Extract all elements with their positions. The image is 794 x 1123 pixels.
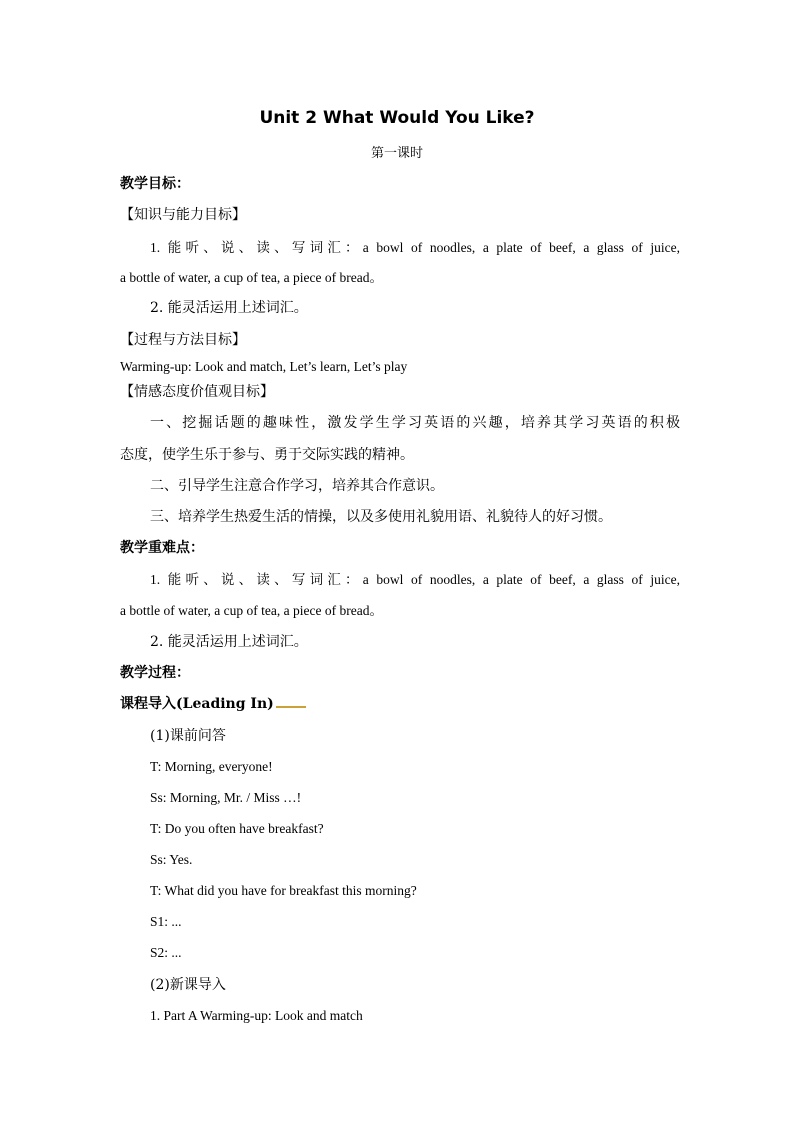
emotion-item-2: 二、引导学生注意合作学习，培养其合作意识。 <box>150 478 444 494</box>
process-method-text: Warming-up: Look and match, Let’s learn, Let’s play <box>120 359 408 374</box>
knowledge-item-1a: 1. 能听、说、读、写词汇：a bowl of noodles, a plate of beef, a glass of juice, <box>150 240 680 255</box>
new-lesson-heading: (2)新课导入 <box>150 977 226 993</box>
emotion-heading: 【情感态度价值观目标】 <box>120 384 274 400</box>
leading-in-label: 课程导入(Leading In) <box>120 696 274 712</box>
dialogue-line: S2: ... <box>150 945 182 960</box>
leading-in-underline <box>276 705 306 708</box>
emotion-item-1b: 态度，使学生乐于参与、勇于交际实践的精神。 <box>120 447 414 463</box>
leading-in-heading <box>120 694 680 714</box>
dialogue-line: T: Morning, everyone! <box>150 759 273 774</box>
dialogue-line: T: What did you have for breakfast this morning? <box>150 883 417 898</box>
key-points-heading: 教学重难点： <box>120 540 204 556</box>
objectives-heading: 教学目标： <box>120 176 190 192</box>
key-points-item-1a: 1. 能听、说、读、写词汇：a bowl of noodles, a plate of beef, a glass of juice, <box>150 572 680 587</box>
qa-heading: (1)课前问答 <box>150 728 226 744</box>
dialogue-line: Ss: Yes. <box>150 852 193 867</box>
emotion-item-3: 三、培养学生热爱生活的情操，以及多使用礼貌用语、礼貌待人的好习惯。 <box>150 509 612 525</box>
knowledge-item-1b: a bottle of water, a cup of tea, a piece of bread。 <box>120 270 383 285</box>
knowledge-item-2: 2. 能灵活运用上述词汇。 <box>150 300 308 316</box>
process-method-heading: 【过程与方法目标】 <box>120 332 246 348</box>
dialogue-line: Ss: Morning, Mr. / Miss …! <box>150 790 302 805</box>
part-a-warming-up: 1. Part A Warming-up: Look and match <box>150 1008 363 1023</box>
key-points-item-1b: a bottle of water, a cup of tea, a piece of bread。 <box>120 603 383 618</box>
knowledge-heading: 【知识与能力目标】 <box>120 207 246 223</box>
key-points-item-2: 2. 能灵活运用上述词汇。 <box>150 634 308 650</box>
process-heading: 教学过程： <box>120 665 190 681</box>
emotion-item-1a: 一、挖掘话题的趣味性，激发学生学习英语的兴趣，培养其学习英语的积极 <box>150 415 680 431</box>
dialogue-line: S1: ... <box>150 914 182 929</box>
lesson-subtitle: 第一课时 <box>370 146 423 161</box>
document-title: Unit 2 What Would You Like? <box>259 108 535 128</box>
dialogue-line: T: Do you often have breakfast? <box>150 821 324 836</box>
